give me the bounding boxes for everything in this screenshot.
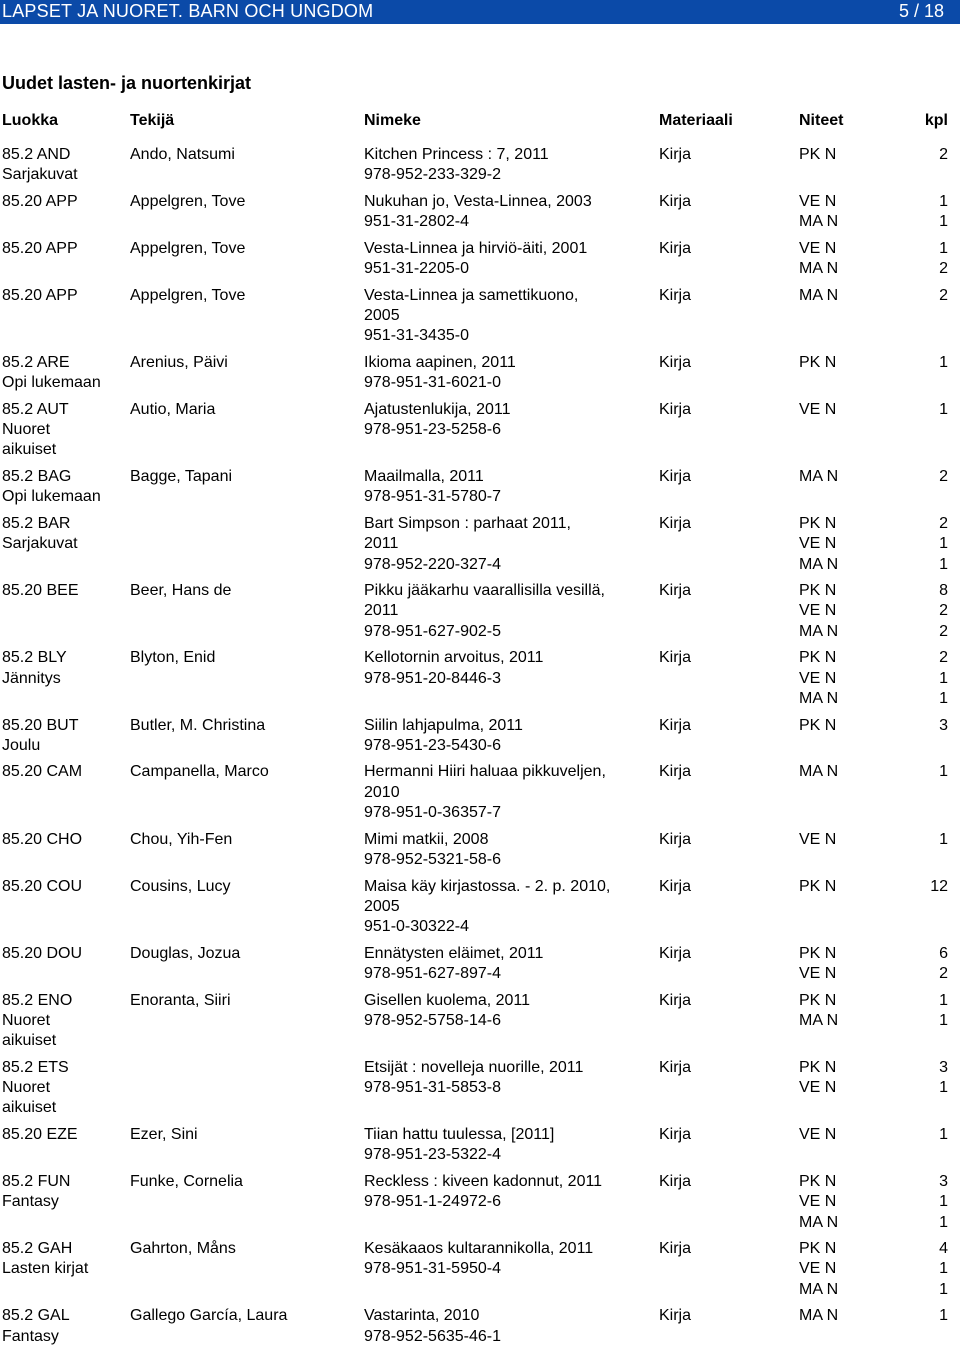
row-location-cell: MA N	[799, 286, 839, 304]
row-title-cell: 978-951-0-36357-7	[364, 804, 501, 821]
row-title-cell: 2005	[364, 307, 400, 324]
row-class-cell: aikuiset	[2, 1099, 57, 1117]
row-material-cell: Kirja	[659, 146, 692, 163]
row-location-cell: MA N	[799, 468, 839, 485]
row-qty-cell: 1	[939, 213, 948, 231]
row-title-cell: 978-952-5635-46-1	[364, 1327, 501, 1345]
row-qty-cell: 2	[939, 649, 948, 667]
row-location-cell: PK N	[799, 991, 837, 1009]
row-location-cell: PK N	[799, 1240, 837, 1258]
row-title-cell: Etsijät : novelleja nuorille, 2011	[364, 1058, 584, 1076]
page-header	[0, 0, 960, 24]
row-class-cell: 85.20 BUT	[2, 716, 79, 734]
row-class-cell: 85.20 BEE	[2, 582, 79, 600]
row-location-cell: VE N	[799, 965, 837, 982]
row-class-cell: Opi lukemaan	[2, 488, 101, 506]
row-location-cell: MA N	[799, 260, 839, 278]
row-title-cell: Hermanni Hiiri haluaa pikkuveljen,	[364, 763, 606, 781]
row-class-cell: 85.2 BLY	[2, 649, 67, 667]
row-class-cell: 85.20 CAM	[2, 763, 83, 781]
row-qty-cell: 3	[939, 716, 948, 734]
column-header-author: Tekijä	[130, 112, 175, 129]
row-location-cell: MA N	[799, 1213, 839, 1231]
row-class-cell: 85.2 AND	[2, 146, 71, 163]
row-qty-cell: 1	[939, 1280, 948, 1298]
row-location-cell: PK N	[799, 944, 837, 962]
row-location-cell: VE N	[799, 192, 837, 210]
row-location-cell: PK N	[799, 353, 837, 371]
row-location-cell: VE N	[799, 1193, 837, 1211]
row-title-cell: 978-951-1-24972-6	[364, 1193, 501, 1211]
row-location-cell: MA N	[799, 1307, 839, 1325]
row-location-cell: MA N	[799, 763, 839, 781]
row-author-cell: Campanella, Marco	[130, 763, 269, 781]
header-title: LAPSET JA NUORET. BARN OCH UNGDOM	[2, 1, 374, 21]
row-class-cell: 85.2 FUN	[2, 1172, 71, 1190]
row-title-cell: 2005	[364, 897, 400, 915]
row-title-cell: 951-31-2802-4	[364, 213, 469, 231]
row-class-cell: 85.2 BAR	[2, 514, 71, 532]
row-title-cell: Gisellen kuolema, 2011	[364, 991, 531, 1009]
row-title-cell: 951-31-2205-0	[364, 260, 469, 278]
row-qty-cell: 1	[939, 239, 948, 257]
row-title-cell: Ikioma aapinen, 2011	[364, 353, 516, 371]
row-title-cell: 978-951-31-5780-7	[364, 488, 501, 506]
row-location-cell: MA N	[799, 213, 839, 231]
row-material-cell: Kirja	[659, 763, 692, 781]
row-class-cell: 85.2 ENO	[2, 991, 73, 1009]
row-location-cell: PK N	[799, 877, 837, 895]
row-title-cell: 978-951-20-8446-3	[364, 669, 501, 687]
row-class-cell: 85.2 ARE	[2, 353, 70, 371]
row-class-cell: Nuoret	[2, 421, 51, 439]
row-qty-cell: 1	[939, 1193, 948, 1211]
row-class-cell: 85.2 GAL	[2, 1307, 70, 1325]
row-location-cell: PK N	[799, 649, 837, 667]
row-qty-cell: 1	[939, 1213, 948, 1231]
row-title-cell: Maailmalla, 2011	[364, 468, 484, 485]
row-author-cell: Appelgren, Tove	[130, 239, 246, 257]
row-title-cell: Kellotornin arvoitus, 2011	[364, 649, 544, 667]
row-location-cell: MA N	[799, 555, 839, 573]
row-class-cell: 85.2 AUT	[2, 400, 69, 418]
row-qty-cell: 1	[939, 1307, 948, 1325]
row-title-cell: Vesta-Linnea ja samettikuono,	[364, 286, 579, 304]
row-title-cell: Ajatustenlukija, 2011	[364, 400, 511, 418]
row-qty-cell: 1	[939, 830, 948, 848]
column-header-class: Luokka	[2, 112, 59, 129]
row-title-cell: 2011	[364, 602, 399, 620]
row-title-cell: Bart Simpson : parhaat 2011,	[364, 514, 571, 532]
row-title-cell: 978-951-31-5853-8	[364, 1079, 501, 1097]
column-header-material: Materiaali	[659, 112, 733, 129]
row-title-cell: Mimi matkii, 2008	[364, 830, 489, 848]
row-author-cell: Ezer, Sini	[130, 1126, 198, 1143]
row-qty-cell: 1	[939, 353, 948, 371]
row-qty-cell: 1	[939, 1126, 948, 1143]
row-author-cell: Douglas, Jozua	[130, 944, 241, 962]
row-class-cell: 85.20 EZE	[2, 1126, 78, 1143]
row-location-cell: MA N	[799, 1011, 839, 1029]
row-location-cell: VE N	[799, 239, 837, 257]
row-author-cell: Enoranta, Siiri	[130, 991, 231, 1009]
row-location-cell: MA N	[799, 689, 839, 707]
row-author-cell: Bagge, Tapani	[130, 468, 233, 485]
row-class-cell: aikuiset	[2, 1032, 57, 1050]
row-location-cell: PK N	[799, 582, 837, 600]
row-material-cell: Kirja	[659, 353, 692, 371]
row-location-cell: PK N	[799, 716, 837, 734]
row-material-cell: Kirja	[659, 1172, 692, 1190]
row-title-cell: 978-951-23-5430-6	[364, 736, 501, 754]
row-location-cell: VE N	[799, 400, 837, 418]
row-title-cell: Vastarinta, 2010	[364, 1307, 480, 1325]
row-material-cell: Kirja	[659, 514, 692, 532]
row-title-cell: Nukuhan jo, Vesta-Linnea, 2003	[364, 192, 592, 210]
row-class-cell: Lasten kirjat	[2, 1260, 89, 1278]
row-title-cell: 978-952-233-329-2	[364, 166, 501, 184]
column-header-qty: kpl	[924, 112, 948, 129]
row-class-cell: 85.20 DOU	[2, 944, 83, 962]
row-title-cell: Kesäkaaos kultarannikolla, 2011	[364, 1240, 594, 1258]
row-location-cell: PK N	[799, 1058, 837, 1076]
row-qty-cell: 1	[939, 991, 948, 1009]
row-class-cell: Nuoret	[2, 1011, 51, 1029]
row-location-cell: MA N	[799, 622, 839, 640]
row-author-cell: Gallego García, Laura	[130, 1307, 288, 1325]
row-location-cell: VE N	[799, 1079, 837, 1097]
column-header-volumes: Niteet	[799, 112, 844, 129]
row-title-cell: 978-951-627-902-5	[364, 622, 501, 640]
row-title-cell: 978-951-31-5950-4	[364, 1260, 501, 1278]
row-class-cell: aikuiset	[2, 441, 57, 459]
row-author-cell: Funke, Cornelia	[130, 1172, 243, 1190]
page-number: 5 / 18	[898, 1, 944, 21]
row-location-cell: VE N	[799, 669, 837, 687]
row-material-cell: Kirja	[659, 582, 692, 600]
row-qty-cell: 1	[939, 555, 948, 573]
list-title: Uudet lasten- ja nuortenkirjat	[2, 73, 252, 93]
row-class-cell: 85.20 APP	[2, 239, 78, 257]
row-qty-cell: 3	[939, 1058, 948, 1076]
row-class-cell: Sarjakuvat	[2, 166, 78, 184]
row-class-cell: Fantasy	[2, 1193, 59, 1211]
row-qty-cell: 2	[939, 146, 948, 163]
row-title-cell: 978-951-31-6021-0	[364, 374, 501, 392]
row-location-cell: VE N	[799, 830, 837, 848]
row-qty-cell: 1	[939, 669, 948, 687]
row-class-cell: 85.2 GAH	[2, 1240, 73, 1258]
row-location-cell: VE N	[799, 602, 837, 620]
row-material-cell: Kirja	[659, 286, 692, 304]
row-qty-cell: 1	[939, 535, 948, 553]
row-location-cell: VE N	[799, 535, 837, 553]
row-class-cell: Sarjakuvat	[2, 535, 78, 553]
row-author-cell: Chou, Yih-Fen	[130, 830, 233, 848]
row-class-cell: Opi lukemaan	[2, 374, 101, 392]
row-qty-cell: 1	[939, 192, 948, 210]
row-location-cell: PK N	[799, 1172, 837, 1190]
row-qty-cell: 1	[939, 763, 948, 781]
row-qty-cell: 2	[939, 514, 948, 532]
row-qty-cell: 12	[930, 877, 948, 895]
row-qty-cell: 6	[939, 944, 948, 962]
row-material-cell: Kirja	[659, 877, 692, 895]
row-title-cell: 978-951-23-5258-6	[364, 421, 501, 439]
row-class-cell: Nuoret	[2, 1079, 51, 1097]
row-title-cell: Ennätysten eläimet, 2011	[364, 944, 544, 962]
row-title-cell: Pikku jääkarhu vaarallisilla vesillä,	[364, 582, 605, 600]
row-author-cell: Appelgren, Tove	[130, 286, 246, 304]
row-author-cell: Cousins, Lucy	[130, 877, 231, 895]
row-author-cell: Gahrton, Måns	[130, 1240, 236, 1258]
row-qty-cell: 4	[939, 1240, 948, 1258]
row-qty-cell: 1	[939, 1260, 948, 1278]
row-class-cell: Jännitys	[2, 669, 61, 687]
column-header-title: Nimeke	[364, 112, 421, 129]
row-material-cell: Kirja	[659, 468, 692, 485]
row-qty-cell: 1	[939, 1079, 948, 1097]
row-title-cell: Tiian hattu tuulessa, [2011]	[364, 1126, 555, 1143]
row-qty-cell: 8	[939, 582, 948, 600]
row-qty-cell: 3	[939, 1172, 948, 1190]
row-material-cell: Kirja	[659, 991, 692, 1009]
row-title-cell: Kitchen Princess : 7, 2011	[364, 146, 549, 163]
row-qty-cell: 2	[939, 602, 948, 620]
row-material-cell: Kirja	[659, 192, 692, 210]
row-title-cell: 2011	[364, 535, 399, 553]
row-qty-cell: 2	[939, 260, 948, 278]
row-qty-cell: 1	[939, 689, 948, 707]
row-title-cell: Reckless : kiveen kadonnut, 2011	[364, 1172, 603, 1190]
row-author-cell: Beer, Hans de	[130, 582, 232, 600]
row-title-cell: Maisa käy kirjastossa. - 2. p. 2010,	[364, 877, 611, 895]
row-class-cell: Fantasy	[2, 1327, 59, 1345]
row-qty-cell: 1	[939, 1011, 948, 1029]
row-material-cell: Kirja	[659, 1307, 692, 1325]
row-material-cell: Kirja	[659, 716, 692, 734]
row-qty-cell: 2	[939, 468, 948, 485]
row-class-cell: 85.20 COU	[2, 877, 83, 895]
row-author-cell: Autio, Maria	[130, 400, 216, 418]
row-title-cell: 2010	[364, 783, 400, 801]
row-location-cell: VE N	[799, 1126, 837, 1143]
row-author-cell: Appelgren, Tove	[130, 192, 246, 210]
row-class-cell: 85.20 APP	[2, 286, 78, 304]
row-title-cell: 978-951-627-897-4	[364, 965, 501, 982]
row-title-cell: Vesta-Linnea ja hirviö-äiti, 2001	[364, 239, 588, 257]
row-qty-cell: 1	[939, 400, 948, 418]
row-author-cell: Butler, M. Christina	[130, 716, 266, 734]
row-location-cell: PK N	[799, 146, 837, 163]
row-class-cell: Joulu	[2, 736, 41, 754]
row-title-cell: 978-952-5321-58-6	[364, 850, 501, 868]
row-qty-cell: 2	[939, 286, 948, 304]
row-material-cell: Kirja	[659, 1126, 692, 1143]
row-qty-cell: 2	[939, 622, 948, 640]
row-material-cell: Kirja	[659, 944, 692, 962]
row-material-cell: Kirja	[659, 649, 692, 667]
row-material-cell: Kirja	[659, 400, 692, 418]
row-author-cell: Ando, Natsumi	[130, 146, 235, 163]
row-title-cell: 978-952-5758-14-6	[364, 1011, 501, 1029]
row-class-cell: 85.20 APP	[2, 192, 78, 210]
row-material-cell: Kirja	[659, 830, 692, 848]
row-material-cell: Kirja	[659, 1240, 692, 1258]
row-class-cell: 85.2 ETS	[2, 1058, 69, 1076]
row-material-cell: Kirja	[659, 239, 692, 257]
row-material-cell: Kirja	[659, 1058, 692, 1076]
row-location-cell: PK N	[799, 514, 837, 532]
row-class-cell: 85.20 CHO	[2, 830, 83, 848]
row-class-cell: 85.2 BAG	[2, 468, 72, 485]
row-title-cell: 978-951-23-5322-4	[364, 1146, 501, 1164]
row-author-cell: Arenius, Päivi	[130, 353, 228, 371]
row-title-cell: Siilin lahjapulma, 2011	[364, 716, 523, 734]
row-title-cell: 951-31-3435-0	[364, 327, 469, 345]
row-title-cell: 978-952-220-327-4	[364, 555, 501, 573]
row-qty-cell: 2	[939, 965, 948, 982]
row-author-cell: Blyton, Enid	[130, 649, 216, 667]
row-location-cell: MA N	[799, 1280, 839, 1298]
row-location-cell: VE N	[799, 1260, 837, 1278]
row-title-cell: 951-0-30322-4	[364, 918, 469, 936]
